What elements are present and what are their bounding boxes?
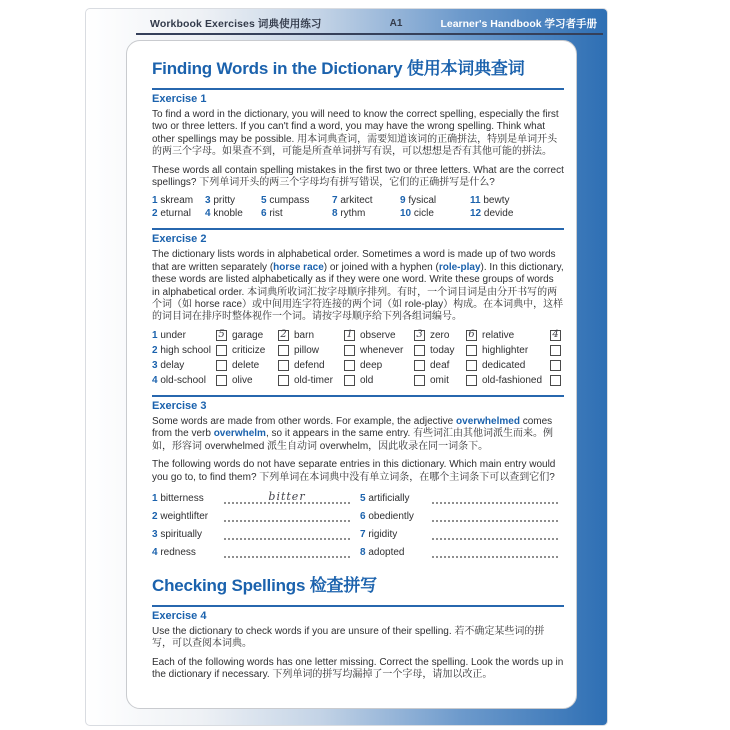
answer-checkbox[interactable] bbox=[466, 375, 477, 386]
word-item: 10 cicle bbox=[400, 208, 434, 220]
section-rule bbox=[152, 228, 564, 230]
grid-word: olive bbox=[232, 374, 253, 386]
section-title-checking-spellings: Checking Spellings 检查拼写 bbox=[152, 575, 377, 595]
grid-word: 3 delay bbox=[152, 359, 185, 371]
answer-blank[interactable] bbox=[432, 490, 558, 504]
grid-word: dedicated bbox=[482, 359, 526, 371]
exercise3-paragraph1: Some words are made from other words. For example, the adjective overwhelmed comes from the verb overwhelm, so it appears in the same entry. 有些词汇由其他词派生而来。例如，形容词 overwhelmed 派生自动词 overwhelm，因此收录在同一词条下。 bbox=[152, 415, 554, 452]
answer-checkbox[interactable] bbox=[216, 360, 227, 371]
word-item: 6 rist bbox=[261, 208, 283, 220]
grid-word: 1 under bbox=[152, 329, 186, 341]
header-left-title: Workbook Exercises 词典使用练习 bbox=[150, 18, 322, 30]
page-header bbox=[86, 9, 607, 36]
section-title-finding-words: Finding Words in the Dictionary 使用本词典查词 bbox=[152, 59, 525, 78]
grid-word: 4 old-school bbox=[152, 374, 206, 386]
fill-item: 8 adopted bbox=[360, 544, 568, 558]
word-item: 9 fysical bbox=[400, 195, 437, 207]
grid-word: observe bbox=[360, 329, 396, 341]
content-panel bbox=[126, 40, 577, 709]
highlighted-word: overwhelm bbox=[213, 428, 266, 440]
exercise2-label: Exercise 2 bbox=[152, 233, 207, 246]
fill-item: 3 spiritually bbox=[152, 526, 360, 540]
exercise1-paragraph2: These words all contain spelling mistakes in the first two or three letters. What are the correct spellings? 下列单词开头的两三个字母均有拼写错误，它们的正确拼写是什么? bbox=[152, 164, 564, 189]
exercise2-paragraph: The dictionary lists words in alphabetical order. Sometimes a word is made up of two words that are written separately (horse race) or joined with a hyphen (role-play). In this dictionary, these words are listed alphabetically as if they were one word. Write these groups of words in alphabetical order. 本词典所收词汇按字母顺序排列。有时，一个词目词是由分开书写的两个词（如 horse race）或中间用连字符连接的两个词（如 role-play）构成。在本词典中，这样的词目词在排序时整体视作一个词。请按字母顺序给下列各组词编号。 bbox=[152, 249, 564, 323]
answer-blank[interactable] bbox=[432, 508, 558, 522]
header-underline bbox=[136, 33, 603, 35]
answer-checkbox[interactable] bbox=[466, 330, 477, 341]
word-item: 7 arkitect bbox=[332, 195, 373, 207]
answer-checkbox[interactable] bbox=[344, 360, 355, 371]
fill-item: 1 bitterness bitter bbox=[152, 490, 360, 504]
word-item: 2 eturnal bbox=[152, 208, 191, 220]
answer-checkbox[interactable] bbox=[414, 345, 425, 356]
answer-checkbox[interactable] bbox=[344, 330, 355, 341]
answer-checkbox[interactable] bbox=[414, 375, 425, 386]
grid-word: garage bbox=[232, 329, 264, 341]
answer-checkbox[interactable] bbox=[278, 345, 289, 356]
answer-checkbox[interactable] bbox=[414, 360, 425, 371]
fill-column-right bbox=[360, 490, 568, 562]
handwritten-answer: 6 bbox=[468, 329, 475, 341]
grid-word: 2 high school bbox=[152, 344, 211, 356]
word-item: 4 knoble bbox=[205, 208, 243, 220]
word-item: 1 skream bbox=[152, 195, 194, 207]
highlighted-word: overwhelmed bbox=[456, 415, 520, 427]
fill-item: 4 redness bbox=[152, 544, 360, 558]
handwritten-answer: 2 bbox=[280, 329, 287, 341]
answer-checkbox[interactable] bbox=[550, 375, 561, 386]
answer-blank[interactable] bbox=[224, 490, 350, 504]
answer-checkbox[interactable] bbox=[550, 330, 561, 341]
grid-word: highlighter bbox=[482, 344, 529, 356]
word-item: 11 bewty bbox=[470, 195, 510, 207]
answer-blank[interactable] bbox=[432, 544, 558, 558]
section-rule bbox=[152, 395, 564, 397]
handwritten-answer: 5 bbox=[218, 329, 225, 341]
exercise1-word-list bbox=[152, 195, 564, 219]
fill-item: 7 rigidity bbox=[360, 526, 568, 540]
answer-checkbox[interactable] bbox=[344, 375, 355, 386]
grid-word: old-fashioned bbox=[482, 374, 543, 386]
grid-word: today bbox=[430, 344, 455, 356]
answer-checkbox[interactable] bbox=[344, 345, 355, 356]
answer-checkbox[interactable] bbox=[278, 375, 289, 386]
header-page-code: A1 bbox=[389, 18, 403, 29]
grid-word: delete bbox=[232, 359, 260, 371]
grid-word: omit bbox=[430, 374, 449, 386]
answer-checkbox[interactable] bbox=[414, 330, 425, 341]
exercise2-numbering-grid bbox=[152, 330, 564, 386]
answer-checkbox[interactable] bbox=[550, 360, 561, 371]
word-item: 3 pritty bbox=[205, 195, 236, 207]
exercise3-label: Exercise 3 bbox=[152, 399, 207, 412]
header-right-title: Learner's Handbook 学习者手册 bbox=[440, 18, 597, 30]
word-item: 5 cumpass bbox=[261, 195, 310, 207]
grid-word: old bbox=[360, 374, 374, 386]
grid-word: deep bbox=[360, 359, 383, 371]
answer-checkbox[interactable] bbox=[278, 330, 289, 341]
handwritten-answer: bitter bbox=[268, 489, 306, 503]
exercise4-paragraph2: Each of the following words has one letter missing. Correct the spelling. Look the words up in the dictionary if necessary. 下列单词的拼写均漏掉了一个字母，请加以改正。 bbox=[152, 656, 564, 681]
fill-item: 6 obediently bbox=[360, 508, 568, 522]
answer-checkbox[interactable] bbox=[278, 360, 289, 371]
handwritten-answer: 3 bbox=[416, 329, 423, 341]
handwritten-answer: 1 bbox=[346, 329, 353, 341]
grid-word: barn bbox=[294, 329, 315, 341]
fill-item: 5 artificially bbox=[360, 490, 568, 504]
section-rule bbox=[152, 605, 564, 607]
fill-column-left bbox=[152, 490, 360, 562]
handwritten-answer: 4 bbox=[552, 329, 559, 341]
exercise1-paragraph1: To find a word in the dictionary, you will need to know the correct spelling, especially the first two or three letters. If you can't find a word, you may have the wrong spelling. Think what other spellings may be possible. 用本词典查词，需要知道该词的正确拼法，特别是单词开头的两三个字母。如果查不到，可能是所查单词拼写有误，可以想想是否有其他可能的拼法。 bbox=[152, 109, 559, 158]
answer-blank[interactable] bbox=[224, 526, 350, 540]
section-rule bbox=[152, 88, 564, 90]
answer-checkbox[interactable] bbox=[466, 345, 477, 356]
grid-word: criticize bbox=[232, 344, 266, 356]
highlighted-word: horse race bbox=[273, 261, 324, 273]
answer-checkbox[interactable] bbox=[216, 345, 227, 356]
grid-word: relative bbox=[482, 329, 515, 341]
grid-word: whenever bbox=[360, 344, 404, 356]
exercise3-fill-list bbox=[152, 490, 564, 562]
answer-checkbox[interactable] bbox=[466, 360, 477, 371]
answer-checkbox[interactable] bbox=[216, 330, 227, 341]
grid-word: pillow bbox=[294, 344, 320, 356]
answer-blank[interactable] bbox=[432, 526, 558, 540]
exercise4-paragraph1: Use the dictionary to check words if you are unsure of their spelling. 若不确定某些词的拼写，可以查阅本词典。 bbox=[152, 625, 545, 650]
answer-blank[interactable] bbox=[224, 508, 350, 522]
exercise1-label: Exercise 1 bbox=[152, 93, 207, 105]
grid-word: deaf bbox=[430, 359, 450, 371]
grid-word: zero bbox=[430, 329, 450, 341]
exercise4-label: Exercise 4 bbox=[152, 609, 207, 622]
word-item: 12 devide bbox=[470, 208, 514, 220]
word-item: 8 rythm bbox=[332, 208, 366, 220]
grid-word: old-timer bbox=[294, 374, 333, 386]
answer-blank[interactable] bbox=[224, 544, 350, 558]
answer-checkbox[interactable] bbox=[550, 345, 561, 356]
answer-checkbox[interactable] bbox=[216, 375, 227, 386]
highlighted-word: role-play bbox=[438, 261, 481, 273]
fill-item: 2 weightlifter bbox=[152, 508, 360, 522]
workbook-page bbox=[85, 8, 608, 726]
exercise3-paragraph2: The following words do not have separate entries in this dictionary. Which main entry would you go to, to find them? 下列单词在本词典中没有单立词条，在哪个主词条下可以查到它们? bbox=[152, 459, 556, 483]
grid-word: defend bbox=[294, 359, 325, 371]
